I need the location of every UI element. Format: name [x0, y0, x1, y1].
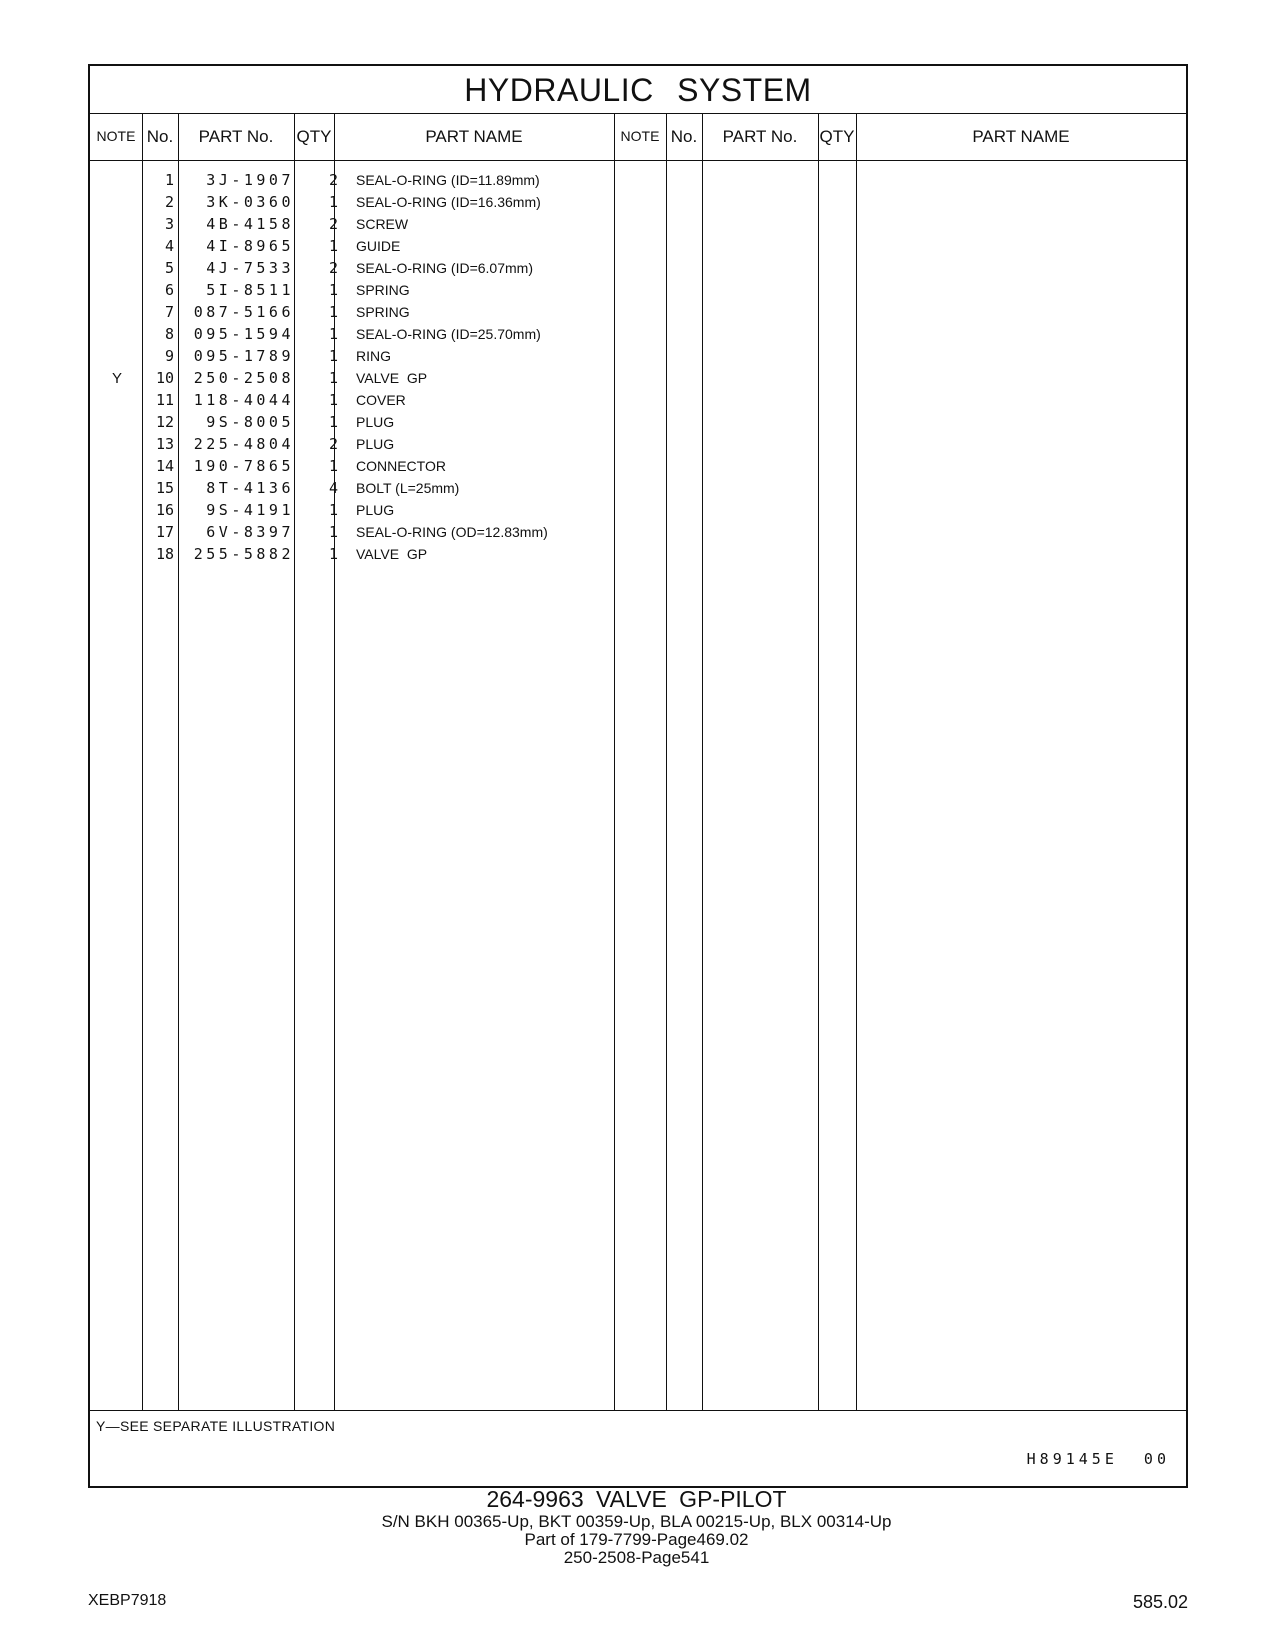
parts-table: [88, 64, 1188, 1488]
table-row: [90, 301, 650, 324]
part-number: 9S-8005: [206, 413, 294, 431]
part-name: GUIDE: [356, 238, 401, 254]
part-note: Y: [111, 370, 122, 387]
part-number-index: 1: [164, 171, 174, 189]
part-quantity: 2: [328, 215, 338, 233]
part-number: 6V-8397: [206, 523, 294, 541]
part-number-index: 12: [155, 413, 174, 431]
table-row: [90, 389, 650, 412]
part-number-index: 5: [164, 259, 174, 277]
part-number-index: 7: [164, 303, 174, 321]
part-name: SEAL-O-RING (OD=12.83mm): [356, 524, 548, 540]
part-number: 5I-8511: [206, 281, 294, 299]
header-note: NOTE: [620, 128, 660, 144]
part-name: RING: [356, 348, 391, 364]
table-row: [90, 279, 650, 302]
part-number: 118-4044: [193, 391, 294, 409]
part-name: CONNECTOR: [356, 458, 446, 474]
part-quantity: 4: [328, 479, 338, 497]
part-number-index: 15: [155, 479, 174, 497]
header-qty: QTY: [296, 127, 332, 146]
header-part-name: PART NAME: [972, 127, 1070, 146]
header-no: No.: [670, 127, 698, 146]
header-note: NOTE: [96, 128, 136, 144]
part-number: 255-5882: [193, 545, 294, 563]
part-name: PLUG: [356, 436, 395, 452]
part-number: 095-1789: [193, 347, 294, 365]
part-number-index: 8: [164, 325, 174, 343]
footnote: Y—SEE SEPARATE ILLUSTRATION: [96, 1418, 336, 1434]
page-title: HYDRAULIC SYSTEM: [90, 66, 1186, 114]
part-name: BOLT (L=25mm): [356, 480, 460, 496]
part-name: SPRING: [356, 304, 410, 320]
part-number: 3K-0360: [206, 193, 294, 211]
part-name: SCREW: [356, 216, 409, 232]
caption-part-of: Part of 179-7799-Page469.02: [524, 1530, 749, 1549]
header-divider: [90, 160, 1186, 161]
part-number-index: 16: [155, 501, 174, 519]
part-quantity: 1: [328, 325, 338, 343]
column-divider: [702, 113, 703, 1411]
header-qty: QTY: [819, 127, 855, 146]
table-row: [90, 213, 650, 236]
part-number: 087-5166: [193, 303, 294, 321]
part-name: VALVE GP: [356, 546, 428, 562]
part-number-index: 13: [155, 435, 174, 453]
table-row: [90, 235, 650, 258]
part-name: PLUG: [356, 502, 395, 518]
part-name: PLUG: [356, 414, 395, 430]
table-row: [90, 169, 650, 192]
table-row: [90, 521, 650, 544]
document-id: XEBP7918: [88, 1592, 167, 1609]
part-number-index: 11: [155, 391, 174, 409]
footer-divider: [90, 1410, 1186, 1411]
part-number: 4J-7533: [206, 259, 294, 277]
header-no: No.: [146, 127, 174, 146]
part-number-index: 2: [164, 193, 174, 211]
part-number-index: 3: [164, 215, 174, 233]
table-row: [90, 191, 650, 214]
part-number-index: 17: [155, 523, 174, 541]
part-quantity: 2: [328, 259, 338, 277]
part-quantity: 2: [328, 435, 338, 453]
part-quantity: 1: [328, 545, 338, 563]
part-name: COVER: [356, 392, 406, 408]
column-divider: [856, 113, 857, 1411]
table-row: [90, 543, 650, 566]
part-number: 9S-4191: [206, 501, 294, 519]
part-number-index: 18: [155, 545, 174, 563]
table-row: [90, 433, 650, 456]
table-row: [90, 455, 650, 478]
part-quantity: 1: [328, 347, 338, 365]
part-name: SEAL-O-RING (ID=6.07mm): [356, 260, 533, 276]
table-row: [90, 257, 650, 280]
part-quantity: 1: [328, 501, 338, 519]
caption-reference: 250-2508-Page541: [563, 1548, 710, 1567]
part-quantity: 1: [328, 523, 338, 541]
part-number: 225-4804: [193, 435, 294, 453]
part-name: SEAL-O-RING (ID=25.70mm): [356, 326, 541, 342]
part-number-index: 4: [164, 237, 174, 255]
part-number: 8T-4136: [206, 479, 294, 497]
caption-title: 264-9963 VALVE GP-PILOT: [486, 1486, 787, 1512]
part-name: SEAL-O-RING (ID=11.89mm): [356, 172, 540, 188]
table-row: [90, 477, 650, 500]
part-quantity: 1: [328, 281, 338, 299]
part-number-index: 6: [164, 281, 174, 299]
table-row: [90, 499, 650, 522]
part-number: 095-1594: [193, 325, 294, 343]
part-quantity: 1: [328, 193, 338, 211]
page-number: 585.02: [1132, 1592, 1188, 1612]
part-number: 4B-4158: [206, 215, 294, 233]
drawing-code: H89145E 00: [1026, 1450, 1170, 1468]
header-part-no: PART No.: [722, 127, 798, 146]
column-divider: [666, 113, 667, 1411]
part-number: 250-2508: [193, 369, 294, 387]
caption-serial-numbers: S/N BKH 00365-Up, BKT 00359-Up, BLA 00215-Up, BLX 00314-Up: [381, 1512, 892, 1531]
part-number: 3J-1907: [206, 171, 294, 189]
part-name: SEAL-O-RING (ID=16.36mm): [356, 194, 541, 210]
part-number-index: 9: [164, 347, 174, 365]
part-quantity: 1: [328, 457, 338, 475]
table-row: [90, 323, 650, 346]
part-number-index: 14: [155, 457, 174, 475]
part-number-index: 10: [155, 369, 174, 387]
part-quantity: 1: [328, 303, 338, 321]
column-divider: [818, 113, 819, 1411]
header-part-no: PART No.: [198, 127, 274, 146]
part-number: 4I-8965: [206, 237, 294, 255]
table-row: [90, 367, 650, 390]
part-quantity: 1: [328, 237, 338, 255]
part-quantity: 1: [328, 413, 338, 431]
part-name: SPRING: [356, 282, 410, 298]
part-quantity: 1: [328, 391, 338, 409]
part-quantity: 2: [328, 171, 338, 189]
table-row: [90, 411, 650, 434]
table-row: [90, 345, 650, 368]
part-number: 190-7865: [193, 457, 294, 475]
part-name: VALVE GP: [356, 370, 428, 386]
header-part-name: PART NAME: [425, 127, 523, 146]
part-quantity: 1: [328, 369, 338, 387]
